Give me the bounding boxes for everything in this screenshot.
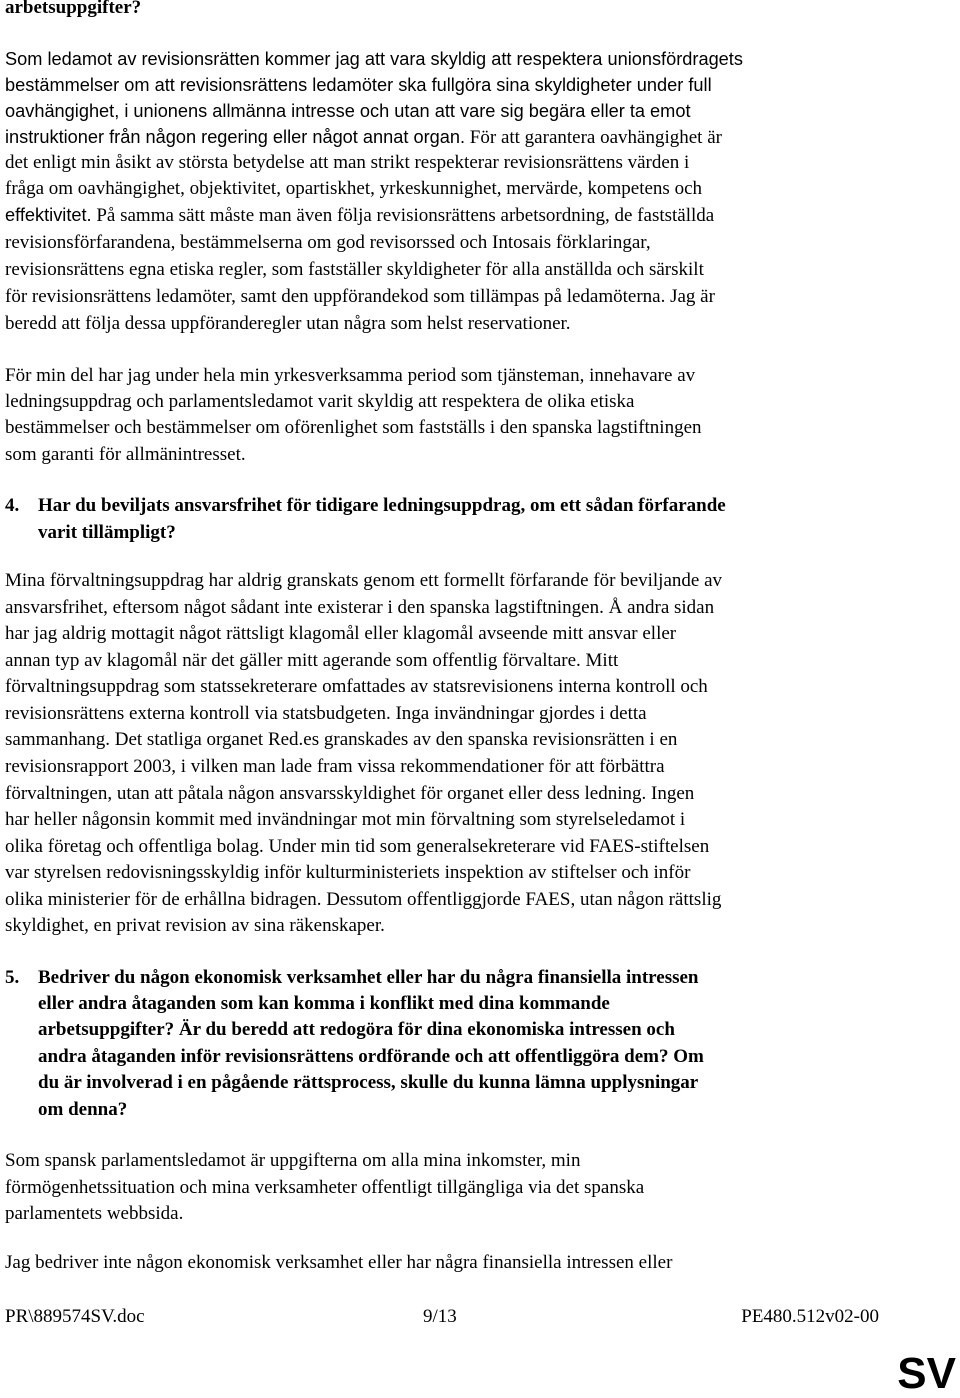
text-line: var styrelsen redovisningsskyldig inför kulturministeriets inspektion av stiftelser och inför <box>5 862 691 883</box>
language-badge: SV <box>897 1349 956 1398</box>
text-line: har jag aldrig mottagit något rättsligt klagomål eller klagomål avseende mitt ansvar eller <box>5 623 677 644</box>
text-line: har heller någonsin kommit med invändningar mot min förvaltning som styrelseledamot i <box>5 809 686 830</box>
text-line: beredd att följa dessa uppföranderegler utan några som helst reservationer. <box>5 313 571 334</box>
text-line: revisionsrättens egna etiska regler, som fastställer skyldigheter för alla anställda och särskilt <box>5 259 704 280</box>
text-line: Jag bedriver inte någon ekonomisk verksamhet eller har några finansiella intressen eller <box>5 1252 673 1273</box>
text-line: för revisionsrättens ledamöter, samt den uppförandekod som tillämpas på ledamöterna. Jag är <box>5 286 715 307</box>
text-line: Som spansk parlamentsledamot är uppgifterna om alla mina inkomster, min <box>5 1150 581 1171</box>
continued-heading: arbetsuppgifter? <box>5 0 142 18</box>
text-span: För att garantera oavhängighet är <box>465 127 722 148</box>
text-line: revisionsförfarandena, bestämmelserna om god revisorssed och Intosais förklaringar, <box>5 232 651 253</box>
text-line: För min del har jag under hela min yrkesverksamma period som tjänsteman, innehavare av <box>5 365 696 386</box>
question-text: Har du beviljats ansvarsfrihet för tidigare ledningsuppdrag, om ett sådan förfarande <box>38 495 726 516</box>
text-line: annan typ av klagomål när det gäller mitt agerande som offentlig förvaltare. Mitt <box>5 650 619 671</box>
text-span: effektivitet. <box>5 205 92 225</box>
text-line: bestämmelser och bestämmelser om oförenlighet som fastställs i den spanska lagstiftningen <box>5 417 702 438</box>
text-line: bestämmelser om att revisionsrättens ledamöter ska fullgöra sina skyldigheter under full <box>5 75 712 95</box>
text-line: det enligt min åsikt av största betydelse att man strikt respekterar revisionsrättens värden i <box>5 152 690 173</box>
text-line: olika företag och offentliga bolag. Under min tid som generalsekreterare vid FAES-stiftelsen <box>5 836 710 857</box>
text-line: sammanhang. Det statliga organet Red.es granskades av den spanska revisionsrätten i en <box>5 729 678 750</box>
text-line: ledningsuppdrag och parlamentsledamot varit skyldig att respektera de olika etiska <box>5 391 635 412</box>
text-line: som garanti för allmänintresset. <box>5 444 246 465</box>
text-line: Som ledamot av revisionsrätten kommer jag att vara skyldig att respektera unionsfördragets <box>5 49 743 69</box>
question-text: om denna? <box>38 1099 128 1120</box>
text-line: olika ministerier för de erhållna bidragen. Dessutom offentliggjorde FAES, utan någon rättslig <box>5 889 722 910</box>
question-text: arbetsuppgifter? Är du beredd att redogöra för dina ekonomiska intressen och <box>38 1019 675 1040</box>
text-line: parlamentets webbsida. <box>5 1203 184 1224</box>
question-text: varit tillämpligt? <box>38 522 176 543</box>
text-line <box>5 202 714 229</box>
text-line: fråga om oavhängighet, objektivitet, opartiskhet, yrkeskunnighet, mervärde, kompetens och <box>5 178 702 199</box>
question-number: 5. <box>5 967 20 988</box>
question-number: 4. <box>5 495 20 516</box>
question-text: du är involverad i en pågående rättsprocess, skulle du kunna lämna upplysningar <box>38 1072 699 1093</box>
text-line: förmögenhetssituation och mina verksamheter offentligt tillgängliga via det spanska <box>5 1177 645 1198</box>
text-line: revisionsrapport 2003, i vilken man lade fram vissa rekommendationer för att förbättra <box>5 756 665 777</box>
text-line: Mina förvaltningsuppdrag har aldrig granskats genom ett formellt förfarande för beviljande av <box>5 570 723 591</box>
text-line: förvaltningsuppdrag som statssekreterare omfattades av statsrevisionens interna kontroll och <box>5 676 708 697</box>
text-line: skyldighet, en privat revision av sina räkenskaper. <box>5 915 385 936</box>
text-line <box>5 124 722 151</box>
pe-reference: PE480.512v02-00 <box>741 1306 879 1327</box>
text-span: På samma sätt måste man även följa revisionsrättens arbetsordning, de fastställda <box>91 205 715 226</box>
text-span: instruktioner från någon regering eller något annat organ. <box>5 127 466 147</box>
question-text: andra åtaganden inför revisionsrättens ordförande och att offentliggöra dem? Om <box>38 1046 704 1067</box>
question-text: Bedriver du någon ekonomisk verksamhet eller har du några finansiella intressen <box>38 967 699 988</box>
text-line: oavhängighet, i unionens allmänna intresse och utan att vare sig begära eller ta emot <box>5 101 691 121</box>
page-number: 9/13 <box>423 1306 457 1327</box>
text-line: förvaltningen, utan att påtala någon ansvarsskyldighet för organet eller dess ledning. Ingen <box>5 783 695 804</box>
question-text: eller andra åtaganden som kan komma i konflikt med dina kommande <box>38 993 610 1014</box>
text-line: revisionsrättens externa kontroll via statsbudgeten. Inga invändningar gjordes i detta <box>5 703 647 724</box>
document-reference: PR\889574SV.doc <box>5 1306 145 1327</box>
text-line: ansvarsfrihet, eftersom något sådant inte existerar i den spanska lagstiftningen. Å andra sidan <box>5 597 715 618</box>
